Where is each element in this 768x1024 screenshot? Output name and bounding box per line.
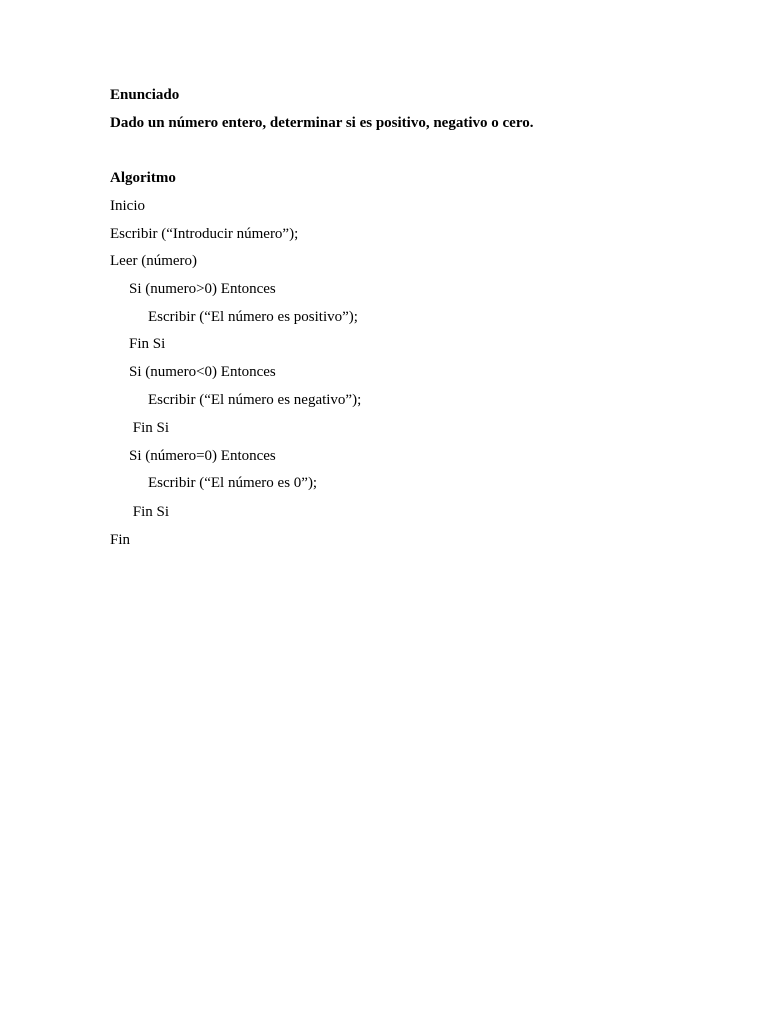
algorithm-line: Si (numero<0) Entonces bbox=[129, 364, 276, 380]
heading-algoritmo: Algoritmo bbox=[110, 170, 176, 186]
algorithm-line: Leer (número) bbox=[110, 253, 198, 269]
algorithm-line: Escribir (“El número es positivo”); bbox=[148, 309, 358, 325]
algorithm-line: Fin bbox=[110, 532, 131, 548]
algorithm-line: Fin Si bbox=[129, 336, 166, 352]
algorithm-line: Si (numero>0) Entonces bbox=[129, 281, 276, 297]
algorithm-line: Escribir (“El número es 0”); bbox=[148, 475, 318, 491]
algorithm-line: Escribir (“Introducir número”); bbox=[110, 226, 299, 242]
heading-enunciado: Enunciado bbox=[110, 87, 180, 103]
problem-statement: Dado un número entero, determinar si es positivo, negativo o cero. bbox=[110, 115, 534, 131]
algorithm-line: Inicio bbox=[110, 198, 145, 214]
algorithm-line: Fin Si bbox=[129, 504, 170, 520]
algorithm-line: Escribir (“El número es negativo”); bbox=[148, 392, 362, 408]
algorithm-line: Fin Si bbox=[129, 420, 170, 436]
algorithm-line: Si (número=0) Entonces bbox=[129, 448, 276, 464]
